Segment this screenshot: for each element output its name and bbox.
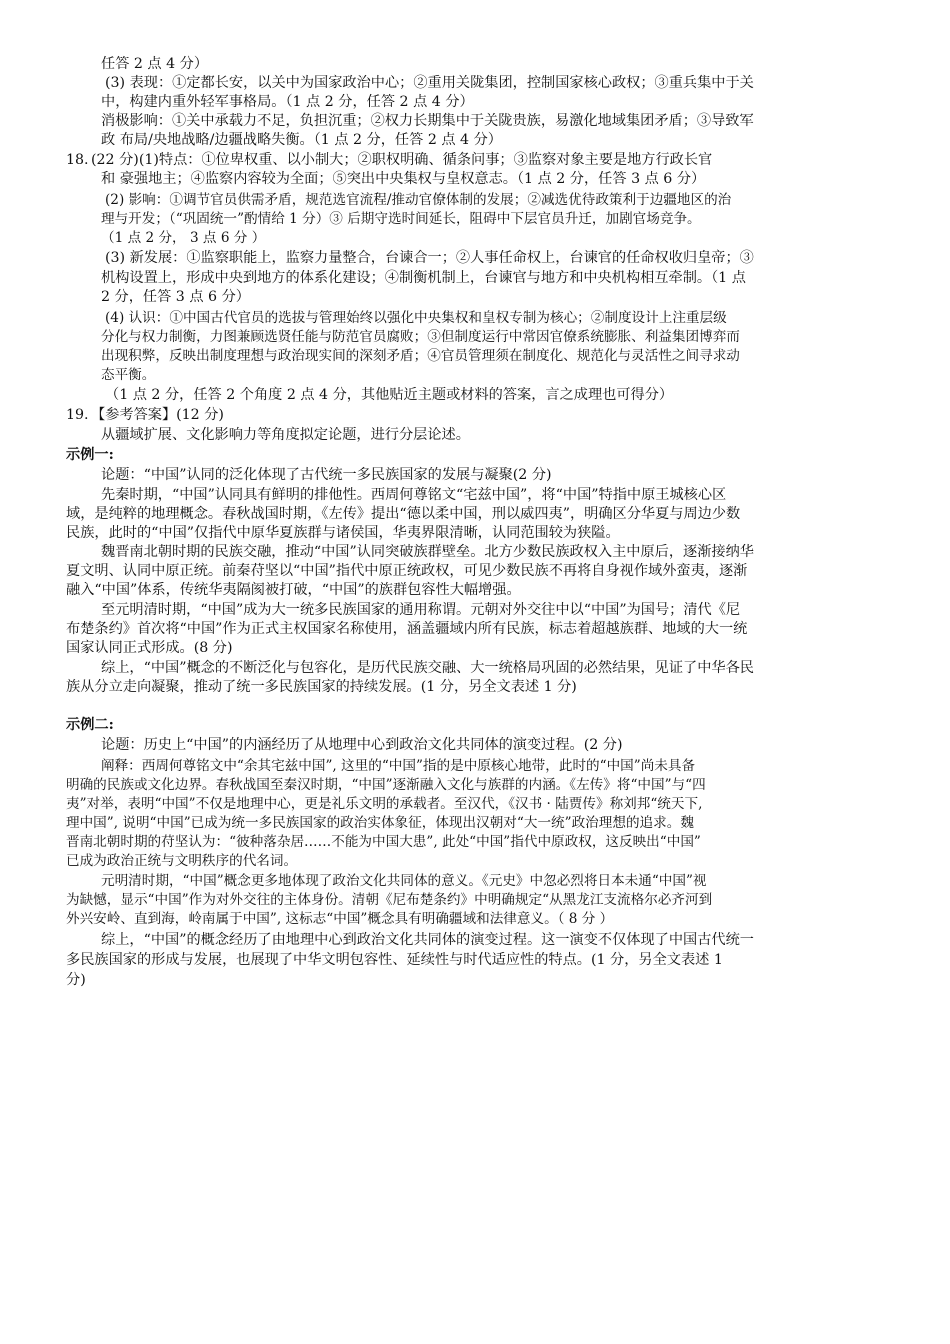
text-line: 先秦时期，“中国”认同具有鲜明的排他性。西周何尊铭文“宅兹中国”，将“中国”特指中原王城核心区	[101, 487, 727, 503]
text-line: 布楚条约》首次将“中国”作为正式主权国家名称使用，涵盖疆域内所有民族，标志着超越族群、地域的大一统	[66, 621, 748, 637]
text-line: 分化与权力制衡，力图兼顾选贤任能与防范官员腐败；③但制度运行中常因官僚系统膨胀、利益集团博弈而	[101, 329, 740, 345]
text-line: (4) 认识：①中国古代官员的选拔与管理始终以强化中央集权和皇权专制为核心；②制度设计上注重层级	[105, 310, 727, 326]
question-number: 19.	[66, 407, 89, 423]
text-line: 态平衡。	[101, 367, 156, 383]
text-line: 【参考答案】(12 分)	[91, 407, 224, 423]
text-line: （1 点 2 分，任答 2 个角度 2 点 4 分，其他贴近主题或材料的答案，言之成理也可得分）	[105, 387, 674, 403]
text-line: 元明清时期，“中国”概念更多地体现了政治文化共同体的意义。《元史》中忽必烈将日本未通“中国”视	[101, 873, 707, 889]
section-heading: 示例二:	[66, 717, 114, 733]
text-line: (3) 新发展：①监察职能上，监察力量整合，台谏合一；②人事任命权上，台谏官的任命权收归皇帝；③	[105, 250, 754, 266]
text-line: 国家认同正式形成。(8 分)	[66, 640, 233, 656]
text-line: 至元明清时期，“中国”成为大一统多民族国家的通用称谓。元朝对外交往中以“中国”为国号；清代《尼	[101, 602, 741, 618]
section-heading: 示例一:	[66, 447, 114, 463]
text-line: 综上，“中国”概念的不断泛化与包容化，是历代民族交融、大一统格局巩固的必然结果，见证了中华各民	[101, 660, 754, 676]
text-line: 融入“中国”体系，传统华夷隔阂被打破，“中国”的族群包容性大幅增强。	[66, 582, 521, 598]
text-line: 机构设置上，形成中央到地方的体系化建设；④制衡机制上，台谏官与地方和中央机构相互牵制。（1 点	[101, 270, 746, 286]
text-line: 和 豪强地主；④监察内容较为全面；⑤突出中央集权与皇权意志。（1 点 2 分，任答 3 点 6 分）	[101, 171, 706, 187]
question-number: 18.	[66, 152, 89, 168]
text-line: 明确的民族或文化边界。春秋战国至秦汉时期，“中国”逐渐融入文化与族群的内涵。《左传》将“中国”与“四	[66, 777, 706, 793]
text-line: (22 分)(1)特点：①位卑权重、以小制大；②职权明确、循条问事；③监察对象主要是地方行政长官	[91, 152, 713, 168]
text-line: 晋南北朝时期的苻坚认为：“彼种落杂居……不能为中国大患”, 此处“中国”指代中原政权，这反映出“中国”	[66, 834, 701, 850]
text-line: 民族，此时的“中国”仅指代中原华夏族群与诸侯国，华夷界限清晰，认同范围较为狭隘。	[66, 525, 620, 541]
text-line: 多民族国家的形成与发展，也展现了中华文明包容性、延续性与时代适应性的特点。(1 分，另全文表述 1	[66, 952, 723, 968]
text-line: 理与开发；（“巩固统一”酌情给 1 分）③ 后期守选时间延长，阻碍中下层官员升迁，加剧官场竞争。	[101, 211, 701, 227]
text-line: 为缺憾，显示“中国”作为对外交往的主体身份。清朝《尼布楚条约》中明确规定“从黑龙江支流格尔必齐河到	[66, 892, 713, 908]
text-line: 族从分立走向凝聚，推动了统一多民族国家的持续发展。(1 分，另全文表述 1 分)	[66, 679, 577, 695]
text-line: 任答 2 点 4 分）	[101, 56, 209, 72]
text-line: 出现积弊，反映出制度理想与政治现实间的深刻矛盾；④官员管理须在制度化、规范化与灵活性之间寻求动	[101, 348, 740, 364]
text-line: 消极影响：①关中承载力不足，负担沉重；②权力长期集中于关陇贵族，易激化地域集团矛盾；③导致军	[101, 113, 754, 129]
text-line: 分)	[66, 972, 86, 988]
text-line: 从疆域扩展、文化影响力等角度拟定论题，进行分层论述。	[101, 427, 470, 443]
text-line: (2) 影响：①调节官员供需矛盾，规范选官流程/推动官僚体制的发展；②减选优待政策利于边疆地区的治	[105, 192, 732, 208]
text-line: 外兴安岭、直到海，岭南属于中国”, 这标志“中国”概念具有明确疆域和法律意义。（ 8 分 ）	[66, 911, 614, 927]
text-line: （1 点 2 分， 3 点 6 分 ）	[101, 230, 266, 246]
text-line: 理中国”, 说明“中国”已成为统一多民族国家的政治实体象征，体现出汉朝对“大一统”政治理想的追求。魏	[66, 815, 694, 831]
text-line: 域，是纯粹的地理概念。春秋战国时期，《左传》提出“德以柔中国，刑以威四夷”，明确区分华夏与周边少数	[66, 506, 741, 522]
text-line: 综上，“中国”的概念经历了由地理中心到政治文化共同体的演变过程。这一演变不仅体现了中国古代统一	[101, 932, 754, 948]
text-line: 夏文明、认同中原正统。前秦苻坚以“中国”指代中原正统政权，可见少数民族不再将自身视作域外蛮夷，逐渐	[66, 563, 748, 579]
text-line: 2 分，任答 3 点 6 分）	[101, 289, 250, 305]
text-line: 已成为政治正统与文明秩序的代名词。	[66, 853, 298, 869]
text-line: 政 布局/央地战略/边疆战略失衡。（1 点 2 分，任答 2 点 4 分）	[101, 132, 502, 148]
text-line: 夷”对举，表明“中国”不仅是地理中心，更是礼乐文明的承载者。至汉代，《汉书 · 陆贾传》称刘邦“统天下,	[66, 796, 703, 812]
text-line: 中，构建内重外轻军事格局。（1 点 2 分，任答 2 点 4 分）	[101, 94, 474, 110]
text-line: (3) 表现：①定都长安，以关中为国家政治中心；②重用关陇集团，控制国家核心政权；③重兵集中于关	[105, 75, 754, 91]
text-line: 论题：历史上“中国”的内涵经历了从地理中心到政治文化共同体的演变过程。(2 分)	[101, 737, 623, 753]
text-line: 论题：“中国”认同的泛化体现了古代统一多民族国家的发展与凝聚(2 分)	[101, 467, 552, 483]
text-line: 魏晋南北朝时期的民族交融，推动“中国”认同突破族群壁垒。北方少数民族政权入主中原后，逐渐接纳华	[101, 544, 754, 560]
text-line: 阐释：西周何尊铭文中“余其宅兹中国”, 这里的“中国”指的是中原核心地带，此时的“中国”尚未具备	[101, 758, 696, 774]
